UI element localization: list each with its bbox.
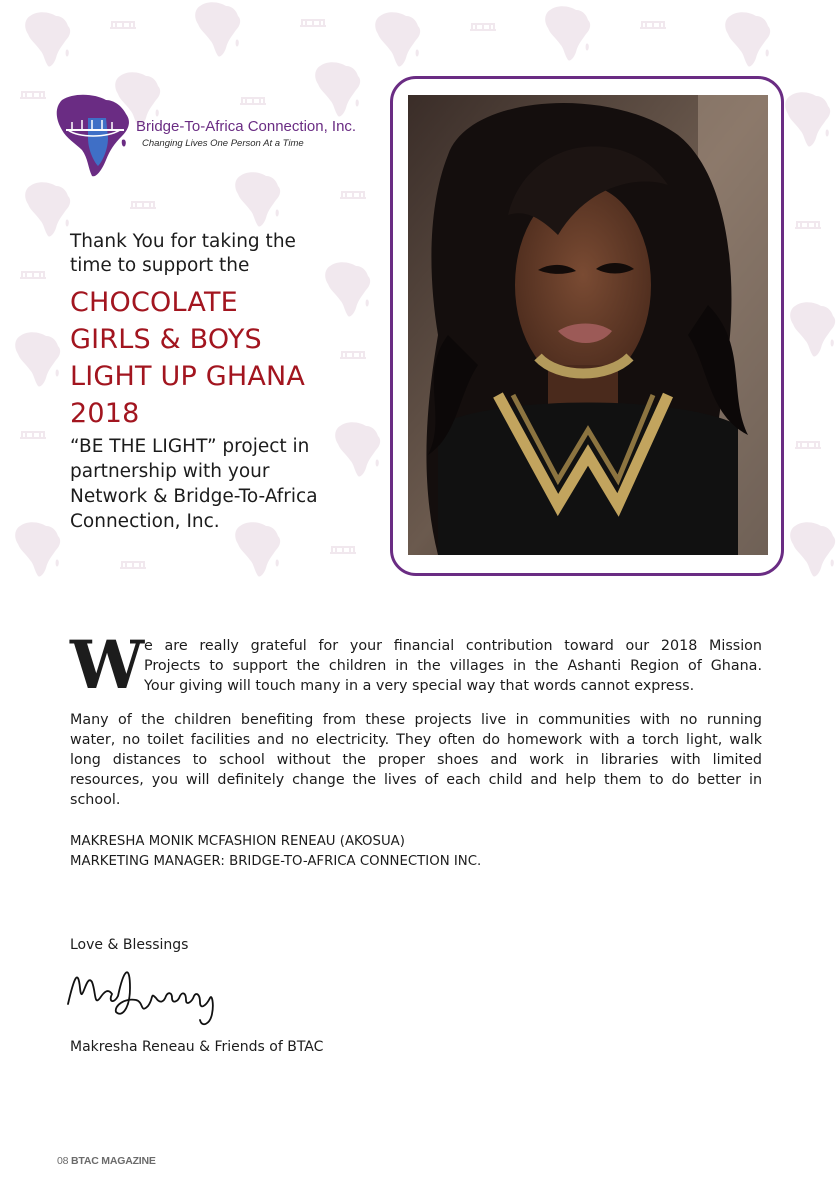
paragraph-line: water, no toilet facilities and no electricity. They often do homework with a torch light, walk xyxy=(70,732,762,748)
dropcap: W xyxy=(70,626,145,704)
handwritten-signature xyxy=(64,958,234,1030)
letter-paragraph xyxy=(70,710,762,810)
letter-paragraph xyxy=(70,636,762,696)
signoff-block xyxy=(70,832,762,872)
intro-after-line: Network & Bridge-To-Africa xyxy=(70,486,318,507)
intro-line: Thank You for taking the xyxy=(70,231,296,252)
page-number: 08 xyxy=(57,1155,69,1167)
signoff-title: MARKETING MANAGER: BRIDGE-TO-AFRICA CONNECTION INC. xyxy=(70,854,482,869)
intro-after-line: partnership with your xyxy=(70,461,270,482)
intro-after-line: “BE THE LIGHT” project in xyxy=(70,436,310,457)
paragraph-line: school. xyxy=(70,792,121,808)
intro-after-line: Connection, Inc. xyxy=(70,511,220,532)
portrait-photo xyxy=(408,95,768,555)
intro-line: time to support the xyxy=(70,255,250,276)
project-headline xyxy=(70,284,370,432)
headline-line: 2018 xyxy=(70,398,140,429)
paragraph-line: Your giving will touch many in a very special way that words cannot express. xyxy=(144,678,695,694)
logo-name: Bridge-To-Africa Connection, Inc. xyxy=(136,118,357,135)
paragraph-line: e are really grateful for your financial contribution toward our 2018 Mission xyxy=(144,638,762,654)
headline-line: CHOCOLATE xyxy=(70,287,238,318)
logo-tagline: Changing Lives One Person At a Time xyxy=(142,138,304,149)
paragraph-line: resources, you will definitely change the lives of each child and help them to do better in xyxy=(70,772,762,788)
sender-line: Makresha Reneau & Friends of BTAC xyxy=(70,1039,324,1055)
africa-bridge-logo-icon xyxy=(48,92,134,180)
magazine-name: BTAC MAGAZINE xyxy=(71,1155,156,1167)
bridge-to-africa-logo xyxy=(48,92,368,182)
letter-body xyxy=(70,626,762,872)
portrait-image xyxy=(408,95,768,555)
page-footer xyxy=(57,1155,156,1167)
headline-line: LIGHT UP GHANA xyxy=(70,361,306,392)
intro-block xyxy=(70,230,370,534)
paragraph-line: Many of the children benefiting from these projects live in communities with no running xyxy=(70,712,762,728)
signoff-name: MAKRESHA MONIK MCFASHION RENEAU (AKOSUA) xyxy=(70,834,405,849)
closing-text: Love & Blessings xyxy=(70,937,189,953)
paragraph-line: Projects to support the children in the villages in the Ashanti Region of Ghana. xyxy=(144,658,762,674)
headline-line: GIRLS & BOYS xyxy=(70,324,262,355)
paragraph-line: long distances to school without the proper shoes and work in libraries with limited xyxy=(70,752,762,768)
